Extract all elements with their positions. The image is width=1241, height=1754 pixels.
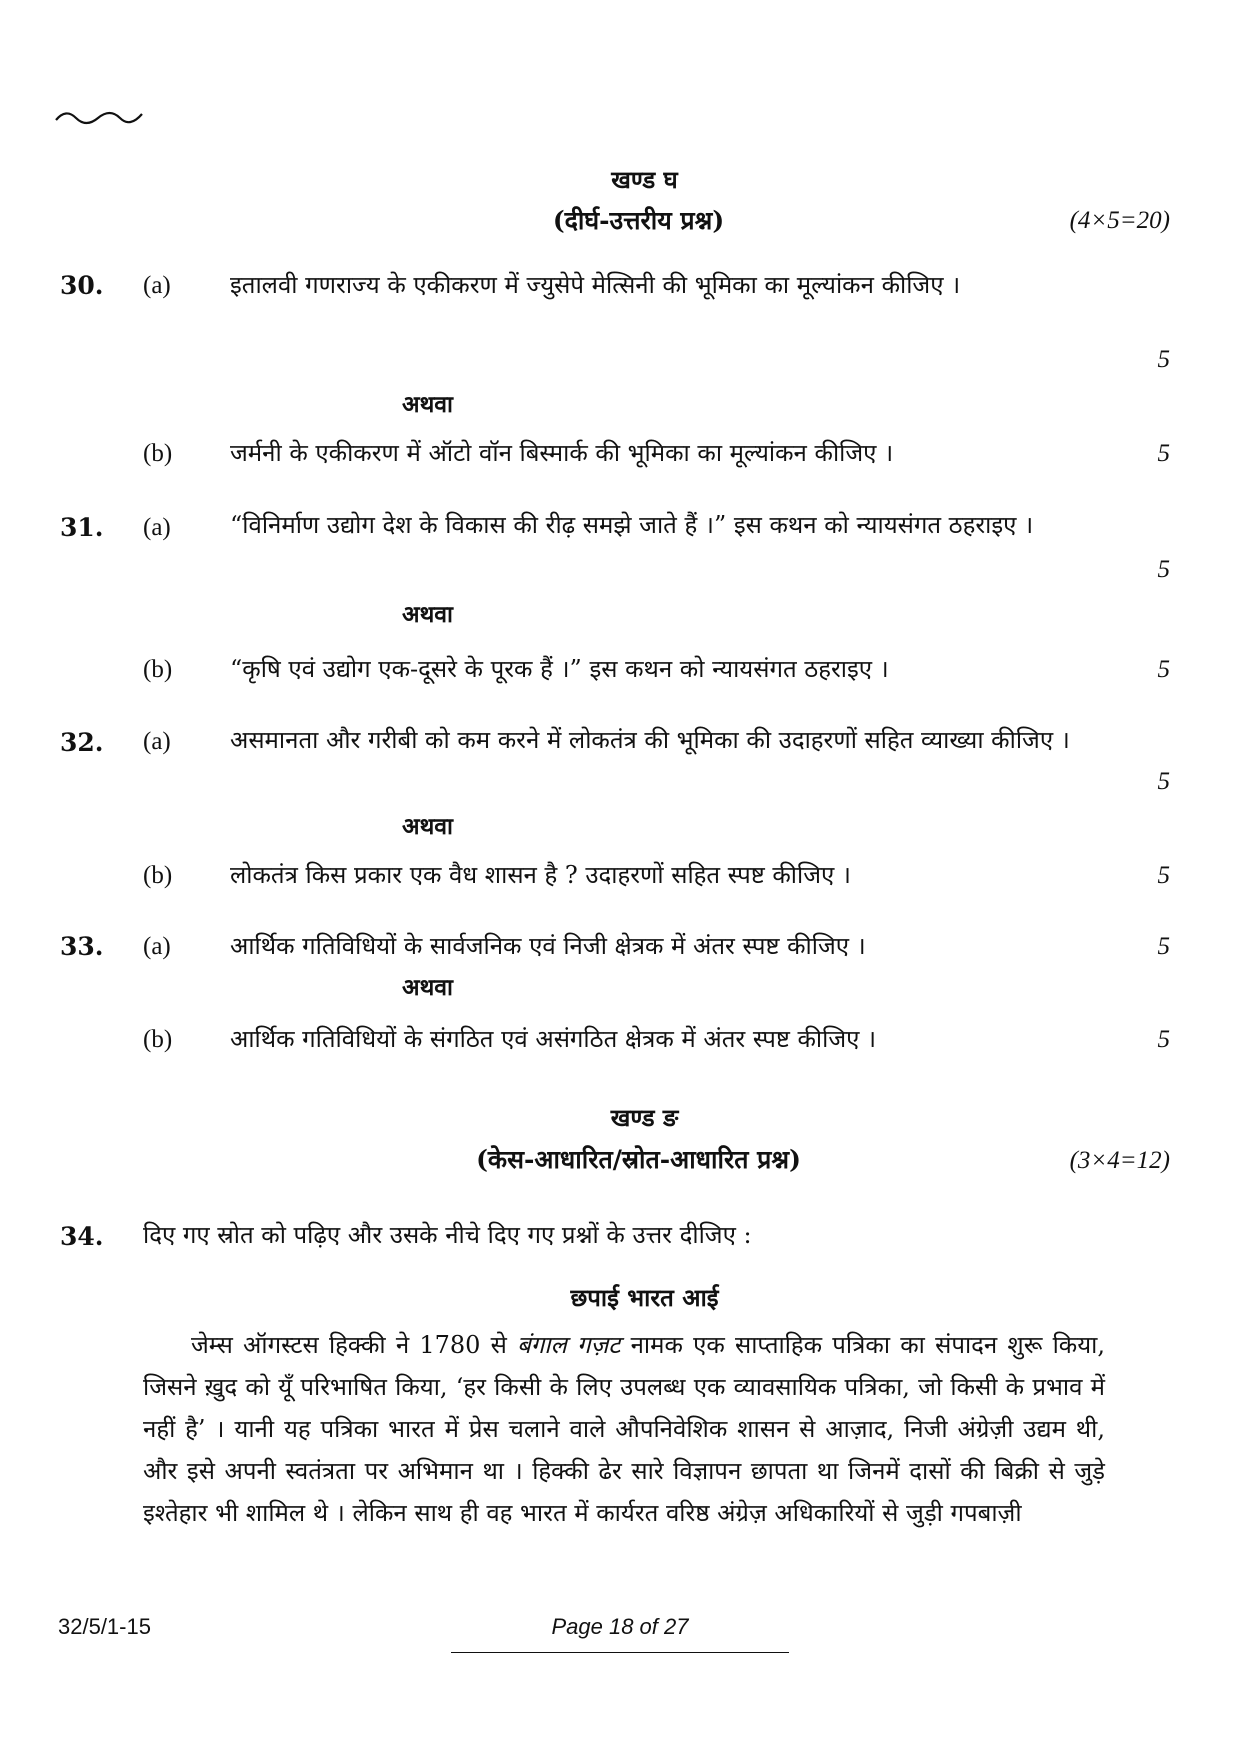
question-marks: 5 (1157, 862, 1170, 889)
wavy-line-icon (54, 104, 146, 128)
passage-text: नामक एक साप्ताहिक पत्रिका का संपादन शुरू किया, जिसने ख़ुद को यूँ परिभाषित किया, ‘हर किसी के लिए उपलब्ध एक व्यावसायिक पत्रिका, जो किसी के प्रभाव में नहीं है’ । यानी यह पत्रिका भारत में प्रेस चलाने वाले औपनिवेशिक शासन से आज़ाद, निजी अंग्रेज़ी उद्यम थी, और इसे अपनी स्वतंत्रता पर अभिमान था । हिक्की ढेर सारे विज्ञापन छापता था जिनमें दासों की बिक्री से जुड़े इश्तेहार भी शामिल थे । लेकिन साथ ही वह भारत में कार्यरत वरिष्ठ अंग्रेज़ अधिकारियों से जुड़ी गपबाज़ी (143, 1331, 1105, 1527)
question-marks: 5 (1157, 1026, 1170, 1053)
option-label: (b) (143, 862, 173, 889)
question-text: आर्थिक गतिविधियों के सार्वजनिक एवं निजी क्षेत्रक में अंतर स्पष्ट कीजिए । (230, 932, 866, 960)
passage-text: जेम्स ऑगस्टस हिक्की ने 1780 से (191, 1331, 518, 1359)
newspaper-name: बंगाल गज़ट (517, 1331, 621, 1359)
question-text: “कृषि एवं उद्योग एक-दूसरे के पूरक हैं ।” इस कथन को न्यायसंगत ठहराइए । (230, 655, 889, 683)
option-label: (a) (143, 272, 171, 299)
option-label: (a) (143, 728, 171, 755)
option-label: (b) (143, 1026, 173, 1053)
section-e-heading: खण्ड ङ (610, 1103, 679, 1132)
question-number: 31. (60, 513, 104, 542)
question-text: आर्थिक गतिविधियों के संगठित एवं असंगठित क्षेत्रक में अंतर स्पष्ट कीजिए । (230, 1025, 877, 1053)
question-number: 30. (60, 271, 104, 300)
footer-rule (451, 1652, 789, 1653)
question-text: जर्मनी के एकीकरण में ऑटो वॉन बिस्मार्क की भूमिका का मूल्यांकन कीजिए । (230, 439, 894, 467)
question-number: 33. (60, 932, 104, 961)
question-text: असमानता और गरीबी को कम करने में लोकतंत्र की भूमिका की उदाहरणों सहित व्याख्या कीजिए । (230, 726, 1070, 754)
option-label: (b) (143, 440, 173, 467)
question-marks: 5 (1157, 768, 1170, 795)
page-number: Page 18 of 27 (551, 1614, 689, 1639)
question-marks: 5 (1157, 346, 1170, 373)
section-d-subheading: (दीर्घ-उत्तरीय प्रश्न) (552, 206, 725, 235)
option-label: (a) (143, 514, 171, 541)
or-label: अथवा (402, 813, 454, 840)
question-text: इतालवी गणराज्य के एकीकरण में ज्युसेपे मेत्सिनी की भूमिका का मूल्यांकन कीजिए । (230, 271, 961, 299)
source-passage (143, 1324, 1105, 1534)
or-label: अथवा (402, 974, 454, 1001)
paper-code: 32/5/1-15 (58, 1614, 151, 1639)
question-instruction: दिए गए स्रोत को पढ़िए और उसके नीचे दिए गए प्रश्नों के उत्तर दीजिए : (143, 1221, 752, 1249)
option-label: (a) (143, 933, 171, 960)
passage-title: छपाई भारत आई (570, 1283, 719, 1312)
question-number: 34. (60, 1222, 104, 1251)
question-marks: 5 (1157, 656, 1170, 683)
question-marks: 5 (1157, 440, 1170, 467)
question-marks: 5 (1157, 933, 1170, 960)
question-text: लोकतंत्र किस प्रकार एक वैध शासन है ? उदाहरणों सहित स्पष्ट कीजिए । (230, 861, 852, 889)
section-e-subheading: (केस-आधारित/स्रोत-आधारित प्रश्न) (476, 1145, 801, 1174)
question-marks: 5 (1157, 556, 1170, 583)
section-e-marks: (3×4=12) (1069, 1147, 1170, 1174)
or-label: अथवा (402, 601, 454, 628)
section-d-heading: खण्ड घ (611, 165, 678, 194)
question-number: 32. (60, 728, 104, 757)
section-d-marks: (4×5=20) (1069, 207, 1170, 234)
option-label: (b) (143, 656, 173, 683)
question-text: “विनिर्माण उद्योग देश के विकास की रीढ़ समझे जाते हैं ।” इस कथन को न्यायसंगत ठहराइए । (230, 511, 1034, 539)
or-label: अथवा (402, 391, 454, 418)
